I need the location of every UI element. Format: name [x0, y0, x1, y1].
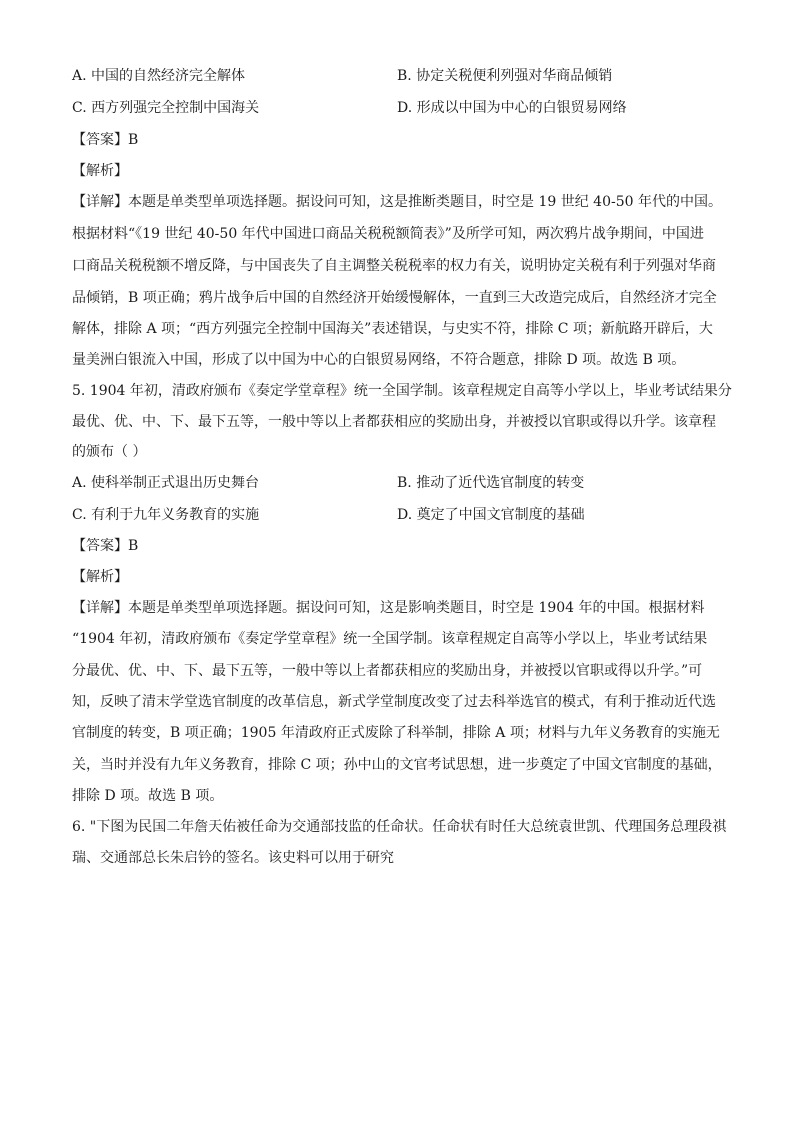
q5-detail-line: “1904 年初，清政府颁布《奏定学堂章程》统一全国学制。该章程规定自高等小学以上，毕业考试结果 [72, 631, 708, 647]
q4-option-d: D. 形成以中国为中心的白银贸易网络 [397, 100, 627, 116]
q4-detail-line: 解体，排除 A 项；“西方列强完全控制中国海关”表述错误，与史实不符，排除 C 项；新航路开辟后，大 [72, 321, 713, 337]
q5-detail-line: 官制度的转变，B 项正确；1905 年清政府正式废除了科举制，排除 A 项；材料与九年义务教育的实施无 [72, 725, 720, 741]
q4-detail-line: 量美洲白银流入中国，形成了以中国为中心的白银贸易网络，不符合题意，排除 D 项。故选 B 项。 [72, 352, 686, 368]
q5-option-d: D. 奠定了中国文官制度的基础 [397, 507, 585, 523]
q5-answer: 【答案】B [72, 538, 139, 554]
q5-stem-line: 的颁布（ ） [72, 444, 147, 460]
q4-detail-line: 口商品关税税额不增反降，与中国丧失了自主调整关税税率的权力有关，说明协定关税有利于列强对华商 [72, 258, 716, 274]
q5-option-a: A. 使科举制正式退出历史舞台 [72, 475, 260, 491]
q4-option-a: A. 中国的自然经济完全解体 [72, 68, 246, 84]
q5-detail-line: 【详解】本题是单类型单项选择题。据设问可知，这是影响类题目，时空是 1904 年的中国。根据材料 [72, 600, 705, 616]
q4-analysis-label: 【解析】 [72, 163, 128, 179]
q5-detail-line: 分最优、优、中、下、最下五等，一般中等以上者都获相应的奖励出身，并被授以官职或得以升学。”可 [72, 663, 703, 679]
q4-detail-line: 品倾销，B 项正确；鸦片战争后中国的自然经济开始缓慢解体，一直到三大改造完成后，自然经济才完全 [72, 290, 717, 306]
q5-stem-line: 最优、优、中、下、最下五等，一般中等以上者都获相应的奖励出身，并被授以官职或得以升学。该章程 [72, 414, 716, 430]
q5-stem-line: 5. 1904 年初，清政府颁布《奏定学堂章程》统一全国学制。该章程规定自高等小学以上，毕业考试结果分 [72, 383, 732, 399]
q6-stem-line: 瑞、交通部总长朱启钤的签名。该史料可以用于研究 [72, 850, 394, 866]
q5-option-c: C. 有利于九年义务教育的实施 [72, 507, 260, 523]
q5-detail-line: 排除 D 项。故选 B 项。 [72, 788, 224, 804]
q5-analysis-label: 【解析】 [72, 569, 128, 585]
q4-option-b: B. 协定关税便利列强对华商品倾销 [397, 68, 613, 84]
q6-stem-line: 6. "下图为民国二年詹天佑被任命为交通部技监的任命状。任命状有时任大总统袁世凯、代理国务总理段祺 [72, 819, 727, 835]
q4-detail-line: 根据材料“《19 世纪 40-50 年代中国进口商品关税税额简表》”及所学可知，两次鸦片战争期间，中国进 [72, 226, 704, 242]
q4-answer: 【答案】B [72, 132, 139, 148]
q5-detail-line: 关，当时并没有九年义务教育，排除 C 项；孙中山的文官考试思想，进一步奠定了中国文官制度的基础， [72, 757, 722, 773]
q5-detail-line: 知，反映了清末学堂选官制度的改革信息，新式学堂制度改变了过去科举选官的模式，有利于推动近代选 [72, 694, 716, 710]
q4-detail-line: 【详解】本题是单类型单项选择题。据设问可知，这是推断类题目，时空是 19 世纪 40-50 年代的中国。 [72, 194, 722, 210]
q4-option-c: C. 西方列强完全控制中国海关 [72, 100, 260, 116]
q5-option-b: B. 推动了近代选官制度的转变 [397, 475, 585, 491]
